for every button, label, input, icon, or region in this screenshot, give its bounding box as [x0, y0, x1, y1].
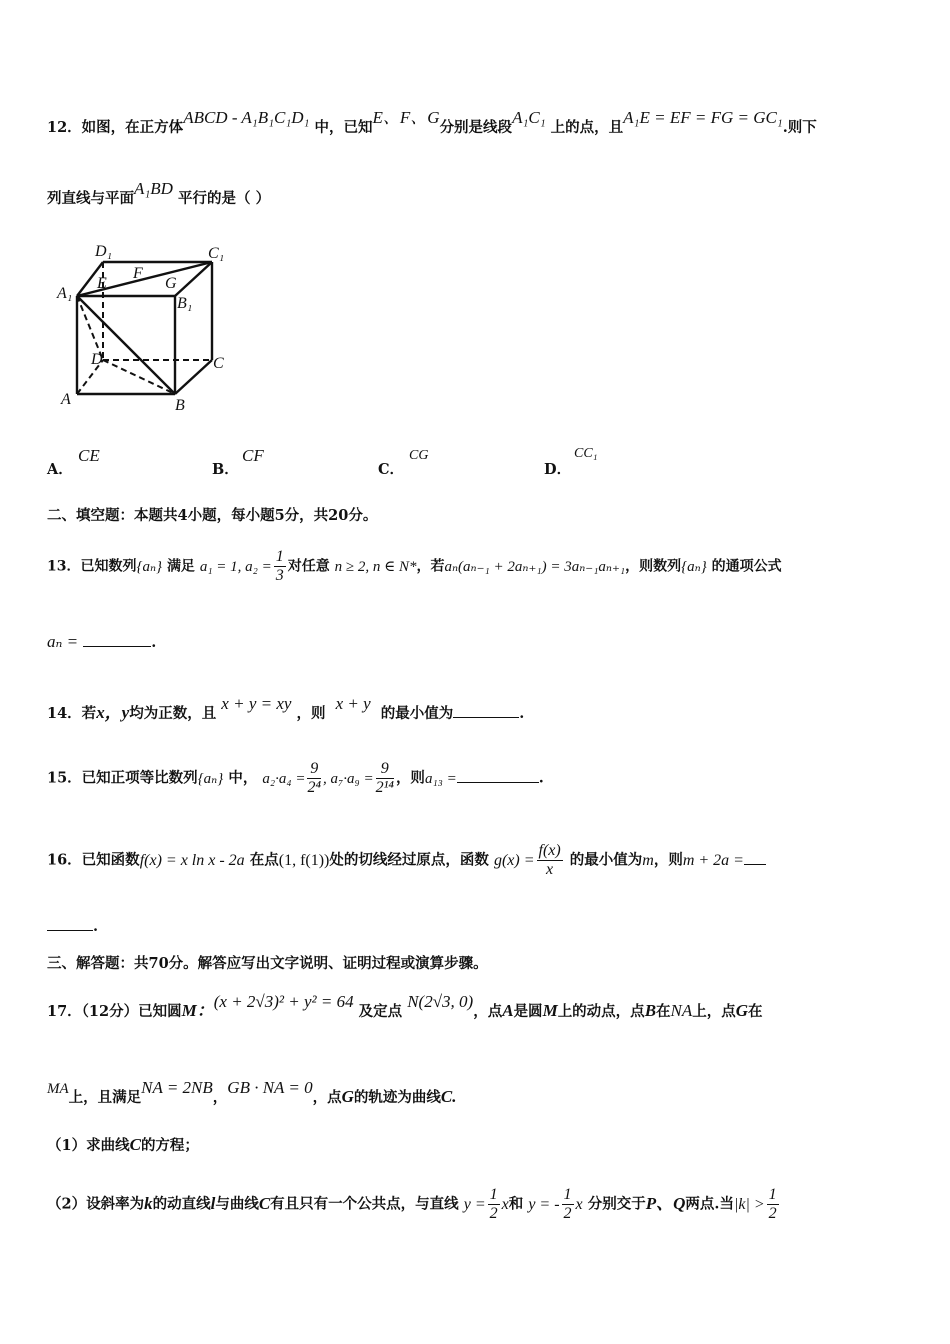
q12-segment: A₁C₁: [512, 108, 546, 127]
q15-text: 15．已知正项等比数列: [47, 769, 198, 787]
q17-line-b: y = -: [528, 1195, 560, 1213]
q16-line2: [47, 918, 98, 935]
q13-text: ，则数列: [625, 558, 682, 575]
edge-bc: [175, 360, 212, 394]
q17-line2: [47, 1078, 457, 1107]
q15-cond2: , a₇·a₉ =: [323, 770, 374, 787]
q12-line1: [47, 108, 817, 137]
q16-text: 处的切线经过原点，函数: [329, 851, 489, 869]
q17-text: 与曲线: [215, 1195, 259, 1213]
q17-text: 17．（12分）已知圆: [47, 1003, 182, 1020]
q13-frac-den: 3: [275, 567, 284, 584]
option-c-letter[interactable]: C．: [378, 461, 405, 478]
q17-absk: |k| >: [733, 1195, 765, 1213]
q12-condition: A₁E = EF = FG = GC₁: [623, 108, 783, 127]
diag-db-hidden: [103, 360, 175, 394]
q15-seq: {aₙ}: [197, 770, 224, 787]
q17-vec1: NA = 2NB: [141, 1078, 213, 1097]
q13-answer-lhs: aₙ =: [47, 632, 79, 651]
q17-PQ: P、Q: [645, 1193, 686, 1213]
label-d: D: [91, 351, 103, 368]
q17-part1-C: C: [129, 1135, 141, 1154]
q14-text: 14．若: [47, 705, 97, 722]
q15-fraction1: [307, 760, 321, 797]
q17-la-x: x: [501, 1195, 509, 1213]
q16-answer-blank-a[interactable]: [744, 852, 766, 865]
q13-text: 满足: [166, 558, 195, 575]
q13-fraction: [274, 548, 286, 585]
q17-text: ，点: [473, 1003, 503, 1020]
q17-k-num: 1: [768, 1186, 777, 1203]
label-b: B: [175, 397, 185, 414]
q17-text: （1）求曲线: [47, 1137, 130, 1154]
q12-text: 平行的是（ ）: [178, 190, 271, 207]
q15-text: 中，: [228, 769, 258, 787]
q17-point: N(2√3, 0): [407, 992, 474, 1011]
q14-answer-blank[interactable]: [453, 705, 519, 718]
q15-cond1: a₂·a₄ =: [262, 770, 306, 787]
q15-f1-num: 9: [307, 760, 321, 779]
q17-k: k: [144, 1193, 153, 1213]
option-d-letter[interactable]: D．: [544, 461, 572, 478]
q17-text: （2）设斜率为: [47, 1195, 145, 1213]
q17-NA: NA: [670, 1001, 693, 1020]
q13-text: 13．已知数列: [47, 558, 137, 575]
option-d-value: CC₁: [574, 446, 598, 461]
label-a: A: [61, 391, 71, 408]
q17-lb-num: 1: [563, 1186, 572, 1203]
q16-text: .: [93, 918, 99, 935]
q17-text: 有且只有一个公共点，与直线: [270, 1195, 459, 1213]
q17-text: 在: [656, 1003, 671, 1020]
label-d1: D₁: [95, 243, 113, 260]
option-b-value: CF: [242, 446, 264, 465]
q14-text: .: [519, 705, 525, 722]
q17-C: C.: [440, 1087, 457, 1106]
q15-f2-den: 2¹⁴: [375, 779, 394, 796]
q12-text: 分别是线段: [439, 119, 513, 136]
q17-G: G: [735, 1001, 749, 1020]
q17-k-fraction: [767, 1186, 779, 1223]
q12-plane: A₁BD: [134, 179, 173, 198]
q17-text: 在: [748, 1003, 763, 1020]
q17-text: 和: [508, 1195, 524, 1213]
q17-text: 两点.当: [685, 1195, 734, 1213]
q17-lb-den: 2: [563, 1205, 572, 1222]
q17-text: 上，且满足: [68, 1089, 142, 1106]
q12-text: .则下: [782, 119, 817, 136]
q17-text: 的轨迹为曲线: [353, 1089, 441, 1106]
q15-target: a₁₃ =: [424, 770, 457, 787]
q15-text: .: [538, 769, 544, 787]
q17-text: ，点: [312, 1089, 342, 1106]
q13-answer-blank[interactable]: [83, 634, 151, 647]
q14-text: 的最小值为: [380, 705, 454, 722]
q12-text: 列直线与平面: [47, 190, 134, 207]
q12-line2: [47, 179, 271, 208]
q16-g-lhs: g(x) =: [493, 851, 535, 869]
q17-vec2: GB · NA = 0: [227, 1078, 313, 1097]
q12-text: 中，已知: [314, 119, 373, 136]
q16-g-num: f(x): [538, 842, 561, 859]
q17-lb-fraction: [562, 1186, 574, 1223]
cube-figure: [55, 238, 235, 418]
q12-text: 上的点，且: [550, 119, 624, 136]
q16-text: 的最小值为: [569, 851, 643, 869]
q17-line1: [47, 992, 763, 1021]
q12-points: E、F、G: [372, 108, 440, 127]
q17-k-den: 2: [768, 1205, 777, 1222]
q15-line: [47, 760, 544, 797]
q14-text: 均为正数，且: [129, 705, 217, 722]
q14-cond: x + y = xy: [221, 694, 292, 713]
option-a-letter[interactable]: A．: [47, 461, 73, 478]
section-fill-in: 二、填空题：本题共4小题，每小题5分，共20分。: [47, 507, 378, 524]
q16-text: 在点: [249, 851, 279, 869]
q14-expr: x + y: [335, 694, 371, 713]
q15-text: ，则: [395, 769, 425, 787]
q16-text: ，则: [653, 851, 683, 869]
q17-A: A: [502, 1001, 514, 1020]
q13-relation: aₙ(aₙ₋₁ + 2aₙ₊₁) = 3aₙ₋₁aₙ₊₁: [444, 558, 626, 575]
q17-circle-name: M：: [181, 1001, 214, 1020]
q16-line1: [47, 842, 766, 879]
q17-MA: MA: [47, 1081, 69, 1097]
q15-f1-den: 2⁴: [307, 779, 322, 796]
q17-text: 上，点: [692, 1003, 736, 1020]
option-b-letter[interactable]: B．: [212, 461, 239, 478]
q17-la-den: 2: [489, 1205, 498, 1222]
q16-func: f(x) = x ln x - 2a: [139, 851, 245, 869]
q14-line: [47, 694, 525, 723]
label-a1: A₁: [57, 285, 73, 302]
q13-text: 的通项公式: [711, 558, 782, 575]
q13-cond: n ≥ 2, n ∈ N*: [334, 558, 417, 575]
q16-g-fraction: [537, 842, 563, 879]
q17-line-a: y =: [463, 1195, 486, 1213]
q13-line2: [47, 632, 156, 652]
q16-target: m + 2a =: [682, 851, 744, 869]
q13-frac-num: 1: [275, 548, 284, 565]
label-f: F: [133, 265, 143, 282]
q17-la-num: 1: [489, 1186, 498, 1203]
q17-text: 上的动点，点: [557, 1003, 645, 1020]
q13-line1: [47, 548, 782, 585]
label-g: G: [165, 275, 177, 292]
q13-seq: {aₙ}: [136, 558, 163, 575]
q17-text: 是圆: [513, 1003, 543, 1020]
diag-a1b: [77, 296, 175, 394]
q17-la-fraction: [488, 1186, 500, 1223]
q13-init: a₁ = 1, a₂ =: [199, 558, 272, 575]
option-c-value: CG: [409, 448, 429, 463]
q17-text: ，: [212, 1089, 228, 1106]
q15-fraction2: [376, 760, 394, 797]
q17-part2: [47, 1186, 781, 1223]
q12-prefix: 12．如图，在正方体: [47, 119, 184, 136]
q16-g-den: x: [546, 861, 554, 878]
q13-text: 对任意: [287, 558, 330, 575]
q13-text: ，若: [416, 558, 445, 575]
q17-text: 及定点: [358, 1003, 403, 1020]
section-solutions: 三、解答题：共70分。解答应写出文字说明、证明过程或演算步骤。: [47, 955, 488, 972]
q17-C2: C: [258, 1193, 271, 1213]
q17-circle-eq: (x + 2√3)² + y² = 64: [213, 992, 354, 1011]
q17-M: M: [542, 1001, 558, 1020]
q17-text: 的动直线: [152, 1195, 211, 1213]
q13-text: .: [151, 634, 157, 651]
option-a-value: CE: [78, 446, 100, 465]
q14-text: ，则: [296, 705, 326, 722]
q12-cube-name: ABCD - A₁B₁C₁D₁: [183, 108, 310, 127]
q17-part1: [47, 1134, 199, 1155]
q17-text: 分别交于: [587, 1195, 646, 1213]
label-c: C: [213, 355, 224, 372]
q15-answer-blank[interactable]: [457, 770, 539, 783]
label-c1: C₁: [208, 245, 225, 262]
q17-l: l: [210, 1193, 216, 1213]
q16-text: 16．已知函数: [47, 851, 140, 869]
q17-lb-x: x: [575, 1195, 583, 1213]
label-e: E: [97, 275, 107, 292]
q13-seq2: {aₙ}: [681, 558, 707, 575]
q17-B: B: [644, 1001, 657, 1020]
q17-G2: G: [341, 1087, 354, 1106]
q14-vars: x，y: [96, 703, 130, 722]
q16-m: m: [642, 851, 654, 869]
q15-f2-num: 9: [376, 760, 394, 779]
label-b1: B₁: [177, 295, 193, 312]
q17-text: 的方程；: [140, 1137, 199, 1154]
q16-point: (1, f(1)): [278, 851, 330, 869]
q16-answer-blank-b[interactable]: [47, 918, 93, 931]
